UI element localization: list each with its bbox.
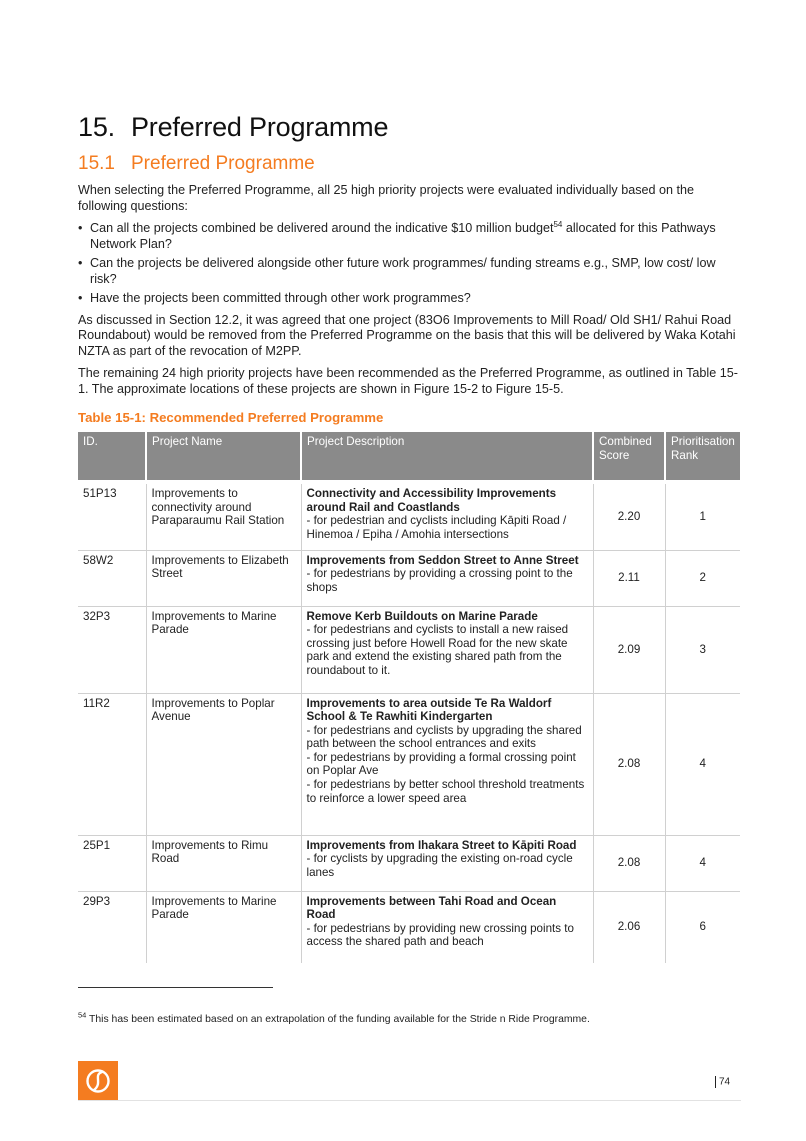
col-header-description: Project Description xyxy=(301,432,593,480)
cell-description xyxy=(301,693,593,835)
cell-name: Improvements to Rimu Road xyxy=(146,835,301,891)
description-text: - for cyclists by upgrading the existing on-road cycle lanes xyxy=(306,852,573,879)
paragraph: The remaining 24 high priority projects have been recommended as the Preferred Programme, as outlined in Table 15-1. The approximate locations of these projects are shown in Figure 15-2 to Figure 15-5. xyxy=(78,366,738,396)
list-item: • Have the projects been committed through other work programmes? xyxy=(78,291,471,305)
description-title: Connectivity and Accessibility Improvements around Rail and Coastlands xyxy=(306,487,557,514)
cell-id: 25P1 xyxy=(78,835,146,891)
table-row xyxy=(78,835,740,891)
col-header-name: Project Name xyxy=(146,432,301,480)
table-row xyxy=(78,484,740,550)
cell-score: 2.09 xyxy=(593,606,665,693)
cell-name: Improvements to connectivity around Paraparaumu Rail Station xyxy=(146,484,301,550)
bullet-icon: • xyxy=(78,256,83,270)
description-title: Improvements from Seddon Street to Anne Street xyxy=(306,553,579,567)
page-title: 15. Preferred Programme xyxy=(78,112,389,142)
cell-score: 2.20 xyxy=(593,484,665,550)
cell-rank: 2 xyxy=(665,550,740,606)
cell-id: 32P3 xyxy=(78,606,146,693)
paragraph: As discussed in Section 12.2, it was agreed that one project (83O6 Improvements to Mill Road/ Old SH1/ Rahui Road Roundabout) would be removed from the Preferred Programme on the basis that this will be delivered by Waka Kotahi NZTA as part of the revocation of M2PP. xyxy=(78,312,736,358)
question-list xyxy=(78,221,742,307)
list-item: • Can all the projects combined be delivered around the indicative $10 million budget$^{54}$ allocated for this Pathways Network Plan? xyxy=(78,219,716,251)
table-row xyxy=(78,891,740,963)
cell-name: Improvements to Elizabeth Street xyxy=(146,550,301,606)
col-header-id: ID. xyxy=(78,432,146,480)
description-title: Improvements from Ihakara Street to Kāpiti Road xyxy=(306,838,577,852)
cell-description xyxy=(301,891,593,963)
logo-icon xyxy=(78,1061,118,1101)
table-header-row xyxy=(78,432,740,480)
cell-name: Improvements to Marine Parade xyxy=(146,606,301,693)
cell-id: 29P3 xyxy=(78,891,146,963)
cell-score: 2.06 xyxy=(593,891,665,963)
cell-id: 11R2 xyxy=(78,693,146,835)
preferred-programme-table xyxy=(78,432,740,963)
cell-description xyxy=(301,606,593,693)
table-row xyxy=(78,693,740,835)
col-header-score: Combined Score xyxy=(593,432,665,480)
footnote-ref[interactable]: 54 xyxy=(553,219,563,229)
company-logo xyxy=(78,1061,118,1101)
cell-id: 58W2 xyxy=(78,550,146,606)
page-number: 74 xyxy=(715,1076,730,1088)
cell-rank: 3 xyxy=(665,606,740,693)
section-subheading: 15.1 Preferred Programme xyxy=(78,153,315,174)
table-caption: Table 15-1: Recommended Preferred Programme xyxy=(78,410,384,425)
cell-score: 2.08 xyxy=(593,835,665,891)
intro-paragraph: When selecting the Preferred Programme, all 25 high priority projects were evaluated individually based on the following questions: xyxy=(78,183,695,213)
cell-score: 2.08 xyxy=(593,693,665,835)
cell-id: 51P13 xyxy=(78,484,146,550)
footnote: $^{54}$ This has been estimated based on an extrapolation of the funding available for the Stride n Ride Programme. xyxy=(78,1010,590,1025)
cell-description xyxy=(301,835,593,891)
bullet-icon: • xyxy=(78,221,83,235)
description-title: Improvements between Tahi Road and Ocean Road xyxy=(306,894,557,922)
footer-rule xyxy=(78,1100,741,1101)
footnote-number: 54 xyxy=(78,1010,87,1020)
cell-description xyxy=(301,484,593,550)
col-header-rank: Prioritisation Rank xyxy=(665,432,740,480)
cell-rank: 6 xyxy=(699,920,706,934)
cell-name: Improvements to Marine Parade xyxy=(146,891,301,963)
bullet-icon: • xyxy=(78,291,83,305)
cell-score: 2.11 xyxy=(593,550,665,606)
description-text: - for pedestrian and cyclists including Kāpiti Road / Hinemoa / Epiha / Amohia intersections xyxy=(306,514,567,541)
description-title: Improvements to area outside Te Ra Waldorf School & Te Rawhiti Kindergarten xyxy=(306,696,552,724)
list-item: • Can the projects be delivered alongside other future work programmes/ funding streams e.g., SMP, low cost/ low risk? xyxy=(78,256,716,286)
cell-rank: 4 xyxy=(665,835,740,891)
cell-description xyxy=(301,550,593,606)
description-title: Remove Kerb Buildouts on Marine Parade xyxy=(306,609,538,623)
body-text xyxy=(78,183,742,404)
page-number-divider xyxy=(715,1076,716,1088)
description-text: - for pedestrians by providing new crossing points to access the shared path and beach xyxy=(306,921,574,949)
description-text: - for pedestrians and cyclists by upgrading the shared path between the school entrances and exits - for pedestrians by providing a formal crossing point on Poplar Ave - for pedestrians by better school threshold treatments to reinforce a lower speed area xyxy=(306,723,585,805)
cell-name: Improvements to Poplar Avenue xyxy=(146,693,301,835)
cell-rank: 1 xyxy=(665,484,740,550)
description-text: - for pedestrians by providing a crossing point to the shops xyxy=(306,567,573,594)
description-text: - for pedestrians and cyclists to install a new raised crossing just before Howell Road for the new skate park and extend the existing shared path from the roundabout to it. xyxy=(306,623,569,677)
table-row xyxy=(78,550,740,606)
cell-rank: 4 xyxy=(665,693,740,835)
footnote-divider xyxy=(78,987,273,988)
table-row xyxy=(78,606,740,693)
